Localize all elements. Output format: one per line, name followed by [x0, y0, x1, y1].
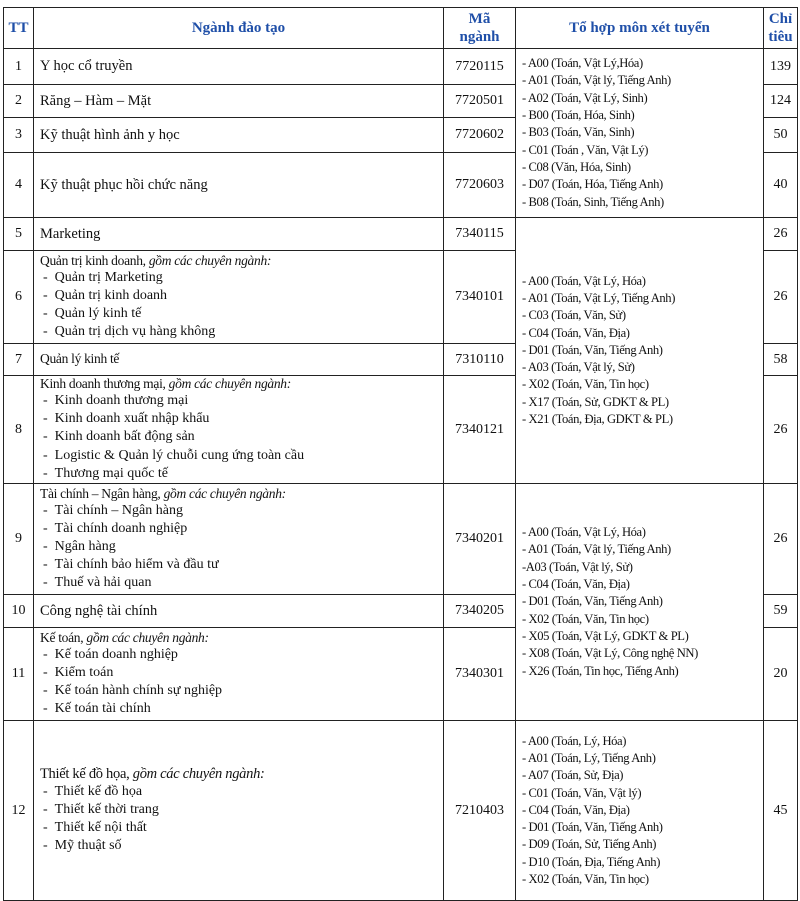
sub-major-label: Tài chính doanh nghiệp	[54, 520, 188, 536]
major-intro-suffix: gồm các chuyên ngành:	[163, 485, 286, 501]
sub-major-label: Mỹ thuật số	[54, 838, 122, 854]
sub-major-label: Kinh doanh xuất nhập khẩu	[54, 411, 210, 427]
row-tt: 3	[4, 118, 34, 153]
sub-major: - Kế toán doanh nghiệp	[43, 646, 178, 662]
sub-major: - Kinh doanh xuất nhập khẩu	[43, 411, 210, 427]
combo-item: - D07 (Toán, Hóa, Tiếng Anh)	[522, 177, 663, 192]
sub-major-label: Tài chính bảo hiểm và đầu tư	[54, 557, 219, 573]
sub-major: - Kế toán hành chính sự nghiệp	[43, 683, 223, 699]
combo-group-medical	[516, 49, 764, 218]
combo-item: - A07 (Toán, Sử, Địa)	[522, 768, 624, 783]
sub-major: - Thiết kế thời trang	[43, 801, 159, 817]
combo-item: - C01 (Toán , Văn, Vật Lý)	[522, 142, 649, 157]
sub-major-label: Kinh doanh bất động sản	[54, 429, 195, 445]
row-quota: 58	[764, 344, 798, 376]
row-tt: 12	[4, 721, 34, 901]
row-code: 7720501	[444, 85, 516, 118]
major-intro-name: Tài chính – Ngân hàng,	[40, 485, 161, 501]
sub-major: - Tài chính bảo hiểm và đầu tư	[43, 557, 219, 573]
row-tt: 9	[4, 484, 34, 595]
combo-item: - D01 (Toán, Văn, Tiếng Anh)	[522, 594, 663, 609]
row-quota: 20	[764, 628, 798, 721]
row-quota: 26	[764, 484, 798, 595]
combo-item: - X02 (Toán, Văn, Tin học)	[522, 611, 649, 626]
row-tt: 4	[4, 153, 34, 218]
sub-major-label: Thiết kế đồ họa	[54, 783, 143, 799]
header-quota-line1: Chỉ	[768, 11, 793, 27]
header-major: Ngành đào tạo	[34, 8, 444, 49]
row-major	[34, 251, 444, 344]
sub-major: - Kinh doanh bất động sản	[43, 429, 195, 445]
admission-table	[3, 7, 798, 901]
sub-major: - Thiết kế nội thất	[43, 820, 147, 836]
sub-major-label: Ngân hàng	[54, 538, 116, 554]
combo-item: - C08 (Văn, Hóa, Sinh)	[522, 159, 631, 174]
combo-item: - X08 (Toán, Vật Lý, Công nghệ NN)	[522, 646, 698, 661]
combo-item: - C04 (Toán, Văn, Địa)	[522, 802, 630, 817]
sub-major: - Thuế và hải quan	[43, 575, 152, 591]
combo-item: - A00 (Toán, Vật Lý, Hóa)	[522, 273, 646, 288]
major-intro	[40, 486, 443, 502]
row-tt: 6	[4, 251, 34, 344]
combo-item: - C03 (Toán, Văn, Sử)	[522, 308, 626, 323]
header-quota-line2: tiêu	[768, 29, 793, 45]
row-quota: 45	[764, 721, 798, 901]
header-quota	[764, 8, 798, 49]
row-tt: 10	[4, 595, 34, 628]
sub-major-label: Quản trị kinh doanh	[54, 287, 168, 303]
row-code: 7720602	[444, 118, 516, 153]
sub-major-label: Tài chính – Ngân hàng	[54, 502, 183, 518]
combo-item: - D01 (Toán, Văn, Tiếng Anh)	[522, 342, 663, 357]
major-intro-suffix: gồm các chuyên ngành:	[132, 765, 265, 782]
combo-item: -A03 (Toán, Vật lý, Sử)	[522, 559, 633, 574]
combo-item: - B08 (Toán, Sinh, Tiếng Anh)	[522, 194, 664, 209]
combo-item: - A01 (Toán, Vật lý, Tiếng Anh)	[522, 542, 671, 557]
sub-major-label: Thuế và hải quan	[54, 575, 152, 591]
row-code: 7310110	[444, 344, 516, 376]
row-tt: 11	[4, 628, 34, 721]
table-row	[4, 484, 798, 595]
combo-item: - X17 (Toán, Sử, GDKT & PL)	[522, 394, 669, 409]
major-intro-name: Kinh doanh thương mại,	[40, 376, 166, 391]
sub-major-label: Thiết kế nội thất	[54, 820, 147, 836]
sub-major-label: Kế toán tài chính	[54, 701, 151, 717]
sub-major-label: Logistic & Quản lý chuỗi cung ứng toàn cầu	[54, 447, 305, 463]
row-quota: 139	[764, 49, 798, 85]
sub-major-label: Thương mại quốc tế	[54, 465, 169, 481]
header-code-line2: ngành	[459, 29, 500, 45]
sub-major-label: Kinh doanh thương mại	[54, 393, 189, 408]
combo-item: - A01 (Toán, Lý, Tiếng Anh)	[522, 750, 656, 765]
major-intro-suffix: gồm các chuyên ngành:	[86, 629, 209, 645]
row-code: 7340115	[444, 218, 516, 251]
combo-item: - A02 (Toán, Vật Lý, Sinh)	[522, 90, 648, 105]
row-quota: 26	[764, 251, 798, 344]
sub-major: - Thiết kế đồ họa	[43, 783, 143, 799]
sub-major-label: Quản trị dịch vụ hàng không	[54, 324, 216, 340]
sub-major-label: Thiết kế thời trang	[54, 801, 159, 817]
major-intro-name: Thiết kế đồ họa,	[40, 765, 130, 782]
row-quota: 26	[764, 376, 798, 484]
sub-major: - Tài chính doanh nghiệp	[43, 520, 188, 536]
major-intro-name: Quản trị kinh doanh,	[40, 252, 146, 268]
combo-item: - B03 (Toán, Văn, Sinh)	[522, 125, 635, 140]
combo-group-business	[516, 218, 764, 484]
combo-item: - A01 (Toán, Vật Lý, Tiếng Anh)	[522, 290, 676, 305]
major-intro-name: Kế toán,	[40, 629, 84, 645]
row-major	[34, 344, 444, 376]
sub-major: - Kế toán tài chính	[43, 701, 151, 717]
sub-major: - Quản trị kinh doanh	[43, 287, 168, 303]
sub-major-label: Kiểm toán	[54, 664, 114, 680]
combo-item: - X02 (Toán, Văn, Tin học)	[522, 377, 649, 392]
combo-group-design	[516, 721, 764, 901]
row-major	[34, 628, 444, 721]
combo-item: - A00 (Toán, Vật Lý, Hóa)	[522, 525, 646, 540]
row-major	[34, 721, 444, 901]
table-row	[4, 218, 798, 251]
combo-item: - X26 (Toán, Tin học, Tiếng Anh)	[522, 663, 679, 678]
sub-major: - Quản lý kinh tế	[43, 306, 142, 321]
row-quota: 59	[764, 595, 798, 628]
combo-item: - C04 (Toán, Văn, Địa)	[522, 577, 630, 592]
combo-item: - A03 (Toán, Vật lý, Sử)	[522, 360, 635, 375]
sub-major: - Logistic & Quản lý chuỗi cung ứng toàn cầu	[43, 447, 305, 463]
sub-major: - Quản trị dịch vụ hàng không	[43, 324, 216, 340]
sub-major: - Ngân hàng	[43, 538, 116, 554]
row-quota: 40	[764, 153, 798, 218]
header-tt: TT	[4, 8, 34, 49]
combo-item: - A00 (Toán, Vật Lý,Hóa)	[522, 56, 643, 71]
sub-major: - Kiểm toán	[43, 664, 114, 680]
major-intro-suffix: gồm các chuyên ngành:	[148, 252, 272, 268]
row-major: Y học cổ truyền	[34, 49, 444, 85]
major-intro	[40, 630, 443, 646]
row-tt: 5	[4, 218, 34, 251]
row-major: Kỹ thuật hình ảnh y học	[34, 118, 444, 153]
combo-item: - C04 (Toán, Văn, Địa)	[522, 325, 630, 340]
combo-item: - D09 (Toán, Sử, Tiếng Anh)	[522, 837, 657, 852]
row-quota: 26	[764, 218, 798, 251]
sub-major-label: Kế toán hành chính sự nghiệp	[54, 683, 223, 699]
combo-item: - X02 (Toán, Văn, Tin học)	[522, 872, 649, 887]
combo-item: - A01 (Toán, Vật lý, Tiếng Anh)	[522, 73, 671, 88]
combo-item: - C01 (Toán, Văn, Vật lý)	[522, 785, 642, 800]
sub-major: - Mỹ thuật số	[43, 838, 122, 854]
sub-major-label: Kế toán doanh nghiệp	[54, 646, 178, 662]
header-combo: Tổ hợp môn xét tuyển	[516, 8, 764, 49]
row-quota: 124	[764, 85, 798, 118]
row-code: 7210403	[444, 721, 516, 901]
sub-major: - Quản trị Marketing	[43, 269, 163, 285]
row-code: 7340201	[444, 484, 516, 595]
row-major-label: Quản lý kinh tế	[40, 351, 120, 366]
row-code: 7720603	[444, 153, 516, 218]
major-intro	[40, 253, 443, 269]
row-tt: 1	[4, 49, 34, 85]
row-major	[34, 376, 444, 484]
combo-item: - B00 (Toán, Hóa, Sinh)	[522, 108, 635, 123]
header-code-line1: Mã	[468, 11, 491, 27]
sub-major-label: Quản lý kinh tế	[54, 306, 142, 321]
combo-group-finance	[516, 484, 764, 721]
row-major	[34, 484, 444, 595]
combo-item: - X21 (Toán, Địa, GDKT & PL)	[522, 412, 673, 427]
major-intro-suffix: gồm các chuyên ngành:	[168, 376, 291, 391]
combo-item: - A00 (Toán, Lý, Hóa)	[522, 733, 627, 748]
row-major: Marketing	[34, 218, 444, 251]
major-intro	[40, 766, 443, 783]
row-tt: 2	[4, 85, 34, 118]
major-intro	[40, 376, 443, 392]
row-code: 7720115	[444, 49, 516, 85]
sub-major-label: Quản trị Marketing	[54, 269, 163, 285]
header-row	[4, 8, 798, 49]
combo-item: - D10 (Toán, Địa, Tiếng Anh)	[522, 854, 660, 869]
row-quota: 50	[764, 118, 798, 153]
sub-major: - Tài chính – Ngân hàng	[43, 502, 183, 518]
row-tt: 8	[4, 376, 34, 484]
row-code: 7340301	[444, 628, 516, 721]
combo-item: - X05 (Toán, Vật Lý, GDKT & PL)	[522, 628, 689, 643]
row-tt: 7	[4, 344, 34, 376]
sub-major: - Thương mại quốc tế	[43, 465, 169, 481]
table-row	[4, 721, 798, 901]
header-code	[444, 8, 516, 49]
row-code: 7340205	[444, 595, 516, 628]
row-major: Kỹ thuật phục hồi chức năng	[34, 153, 444, 218]
row-code: 7340121	[444, 376, 516, 484]
table-row	[4, 49, 798, 85]
combo-item: - D01 (Toán, Văn, Tiếng Anh)	[522, 820, 663, 835]
row-major: Răng – Hàm – Mặt	[34, 85, 444, 118]
row-code: 7340101	[444, 251, 516, 344]
row-major: Công nghệ tài chính	[34, 595, 444, 628]
sub-major: - Kinh doanh thương mại	[43, 393, 189, 408]
